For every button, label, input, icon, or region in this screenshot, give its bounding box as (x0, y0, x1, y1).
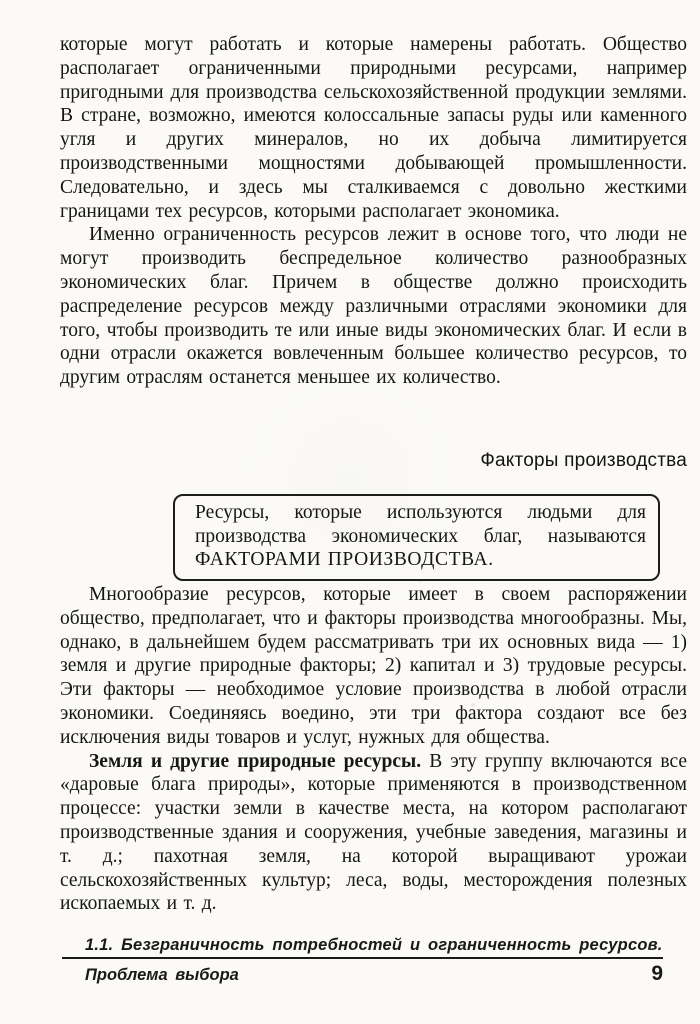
definition-term: ФАКТОРАМИ ПРОИЗВОДСТВА. (195, 549, 494, 570)
page-footer (62, 936, 663, 986)
paragraph-lead-bold: Земля и другие природные ресурсы. (89, 750, 422, 772)
definition-text (195, 501, 646, 572)
page-number: 9 (651, 962, 663, 985)
body-paragraph: Многообразие ресурсов, которые имеет в своем распоряжении общество, предполагает, что и факторы производства многообразны. Мы, однако, в дальнейшем будем рассматривать три их основных вида — 1) земля и другие природные факторы; 2) капитал и 3) трудовые ресурсы. Эти факторы — необходимое условие производства в любой отрасли экономики. Соединяясь воедино, эти три фактора создают все без исключения виды товаров и услуг, нужных для общества. (60, 584, 687, 748)
footer-bottom-row (62, 962, 663, 986)
definition-lead: Ресурсы, которые используются людьми для производства экономических благ, называются (195, 502, 646, 547)
body-paragraph: которые могут работать и которые намерены работать. Общество располагает ограниченными природными ресурсами, например пригодными для производства сельскохозяйственной продукции землями. В стране, возможно, имеются колоссальные запасы руды или каменного угля и других минералов, но их добыча лимитируется производственными мощностями добывающей промышленности. Следовательно, и здесь мы сталкиваемся с довольно жесткими границами тех ресурсов, которыми располагает экономика. (60, 34, 687, 222)
paragraph-lead-rest: В эту группу включаются все «даровые блага природы», которые применяются в производственном процессе: участки земли в качестве места, на котором располагают производственные здания и сооружения, учебные заведения, магазины и т. д.; пахотная земля, на которой выращивают урожаи сельскохозяйственных культур; леса, воды, месторождения полезных ископаемых и т. д. (60, 750, 687, 915)
body-paragraph: Именно ограниченность ресурсов лежит в основе того, что люди не могут производить беспредельное количество разнообразных экономических благ. Причем в обществе должно происходить распределение ресурсов между различными отраслями экономики для того, чтобы производить те или иные виды экономических благ. И если в одни отрасли окажется вовлеченным большее количество ресурсов, то другим отраслям останется меньшее их количество. (60, 224, 687, 389)
definition-box (173, 494, 660, 581)
body-text-block-bottom (60, 583, 687, 916)
footer-rule (62, 957, 663, 959)
body-text-block-top (60, 33, 687, 390)
footer-chapter-title: Проблема выбора (85, 966, 239, 984)
body-paragraph (60, 750, 687, 917)
section-heading: Факторы производства (480, 450, 687, 471)
footer-section-title: 1.1. Безграничность потребностей и ограниченность ресурсов. (85, 936, 663, 954)
